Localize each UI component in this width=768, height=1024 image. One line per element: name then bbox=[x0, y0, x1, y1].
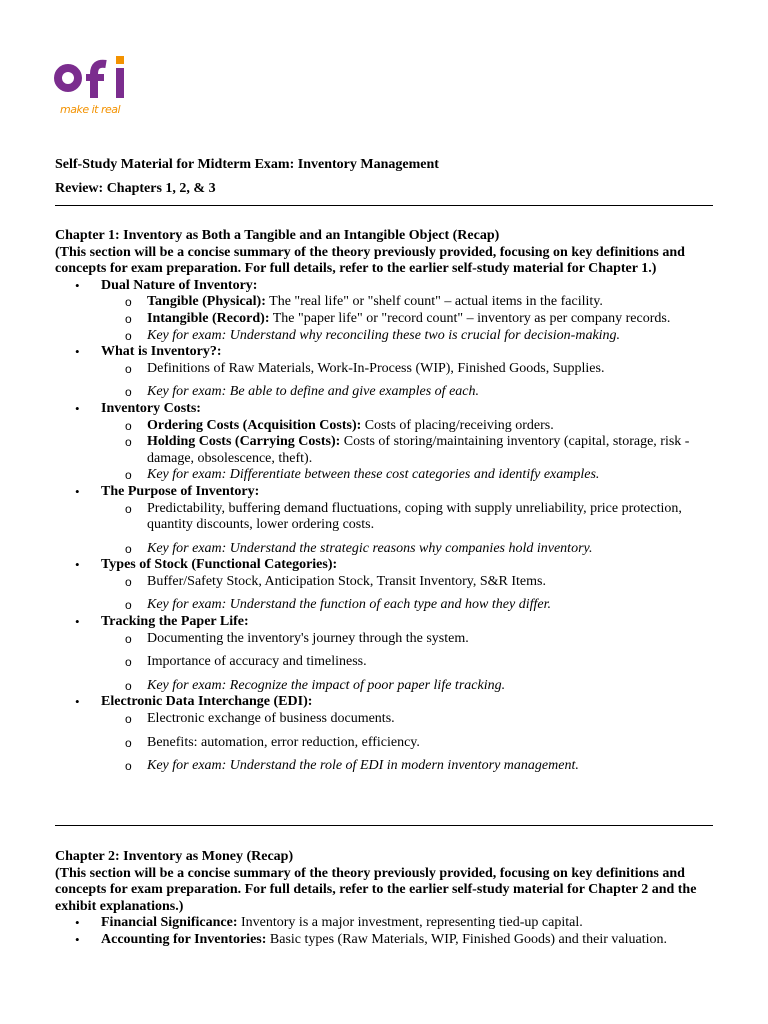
list-item: • Accounting for Inventories: Basic types (Raw Materials, WIP, Finished Goods) and their valuation. bbox=[55, 932, 715, 949]
sub-item: o Key for exam: Understand why reconciling these two is crucial for decision-making. bbox=[101, 328, 715, 345]
item-label: Inventory Costs: bbox=[101, 400, 201, 416]
divider bbox=[55, 825, 713, 826]
sub-item: o Ordering Costs (Acquisition Costs): Costs of placing/receiving orders. bbox=[101, 418, 715, 435]
chapter-1-list bbox=[55, 278, 715, 775]
sub-item: o Benefits: automation, error reduction, efficiency. bbox=[101, 735, 715, 752]
sub-item: o Electronic exchange of business documents. bbox=[101, 711, 715, 728]
document-title: Self-Study Material for Midterm Exam: Inventory Management bbox=[55, 157, 439, 172]
list-item bbox=[55, 557, 715, 614]
list-item bbox=[55, 614, 715, 694]
list-item: • Financial Significance: Inventory is a major investment, representing tied-up capital. bbox=[55, 915, 715, 932]
chapter-1-heading: Chapter 1: Inventory as Both a Tangible and an Intangible Object (Recap) bbox=[55, 228, 500, 243]
divider bbox=[55, 205, 713, 206]
sub-item: o Key for exam: Understand the role of EDI in modern inventory management. bbox=[101, 758, 715, 775]
sub-item: o Key for exam: Understand the strategic reasons why companies hold inventory. bbox=[101, 541, 715, 558]
logo-tagline: make it real bbox=[60, 103, 121, 116]
item-label: What is Inventory?: bbox=[101, 344, 222, 360]
item-label: Dual Nature of Inventory: bbox=[101, 277, 258, 293]
sub-item: o Key for exam: Be able to define and give examples of each. bbox=[101, 384, 715, 401]
item-label: Electronic Data Interchange (EDI): bbox=[101, 694, 313, 710]
sub-item: o Documenting the inventory's journey through the system. bbox=[101, 631, 715, 648]
chapter-2-list bbox=[55, 915, 715, 948]
sub-item: o Intangible (Record): The "paper life" or "record count" – inventory as per company records. bbox=[101, 311, 715, 328]
list-item bbox=[55, 278, 715, 344]
sub-item: o Buffer/Safety Stock, Anticipation Stock, Transit Inventory, S&R Items. bbox=[101, 574, 715, 591]
list-item bbox=[55, 401, 715, 484]
chapter-2-section bbox=[55, 849, 715, 949]
item-label: Tracking the Paper Life: bbox=[101, 614, 249, 630]
sub-item: o Importance of accuracy and timeliness. bbox=[101, 654, 715, 671]
item-label: Types of Stock (Functional Categories): bbox=[101, 557, 338, 573]
sub-item: o Key for exam: Differentiate between these cost categories and identify examples. bbox=[101, 467, 715, 484]
sub-item: o Key for exam: Recognize the impact of poor paper life tracking. bbox=[101, 678, 715, 695]
list-item bbox=[55, 484, 715, 557]
chapter-1-section bbox=[55, 228, 715, 775]
document-subtitle: Review: Chapters 1, 2, & 3 bbox=[55, 181, 216, 196]
item-label: The Purpose of Inventory: bbox=[101, 483, 260, 499]
list-item bbox=[55, 694, 715, 774]
sub-item: o Holding Costs (Carrying Costs): Costs of storing/maintaining inventory (capital, storage, risk - damage, obsolescence, theft). bbox=[101, 434, 715, 467]
sub-item: o Key for exam: Understand the function of each type and how they differ. bbox=[101, 597, 715, 614]
chapter-2-note: (This section will be a concise summary of the theory previously provided, focusing on key definitions and concepts for exam preparation. For full details, refer to the earlier self-study material for Chapter 2 and the exhibit explanations.) bbox=[55, 865, 697, 914]
sub-item: o Predictability, buffering demand fluctuations, coping with supply unreliability, price protection, quantity discounts, lower ordering costs. bbox=[101, 501, 715, 534]
list-item bbox=[55, 344, 715, 401]
sub-item: o Tangible (Physical): The "real life" or "shelf count" – actual items in the facility. bbox=[101, 294, 715, 311]
sub-item: o Definitions of Raw Materials, Work-In-Process (WIP), Finished Goods, Supplies. bbox=[101, 361, 715, 378]
chapter-2-heading: Chapter 2: Inventory as Money (Recap) bbox=[55, 849, 294, 864]
chapter-1-note: (This section will be a concise summary of the theory previously provided, focusing on key definitions and concepts for exam preparation. For full details, refer to the earlier self-study material for Chapter 1.) bbox=[55, 244, 685, 277]
